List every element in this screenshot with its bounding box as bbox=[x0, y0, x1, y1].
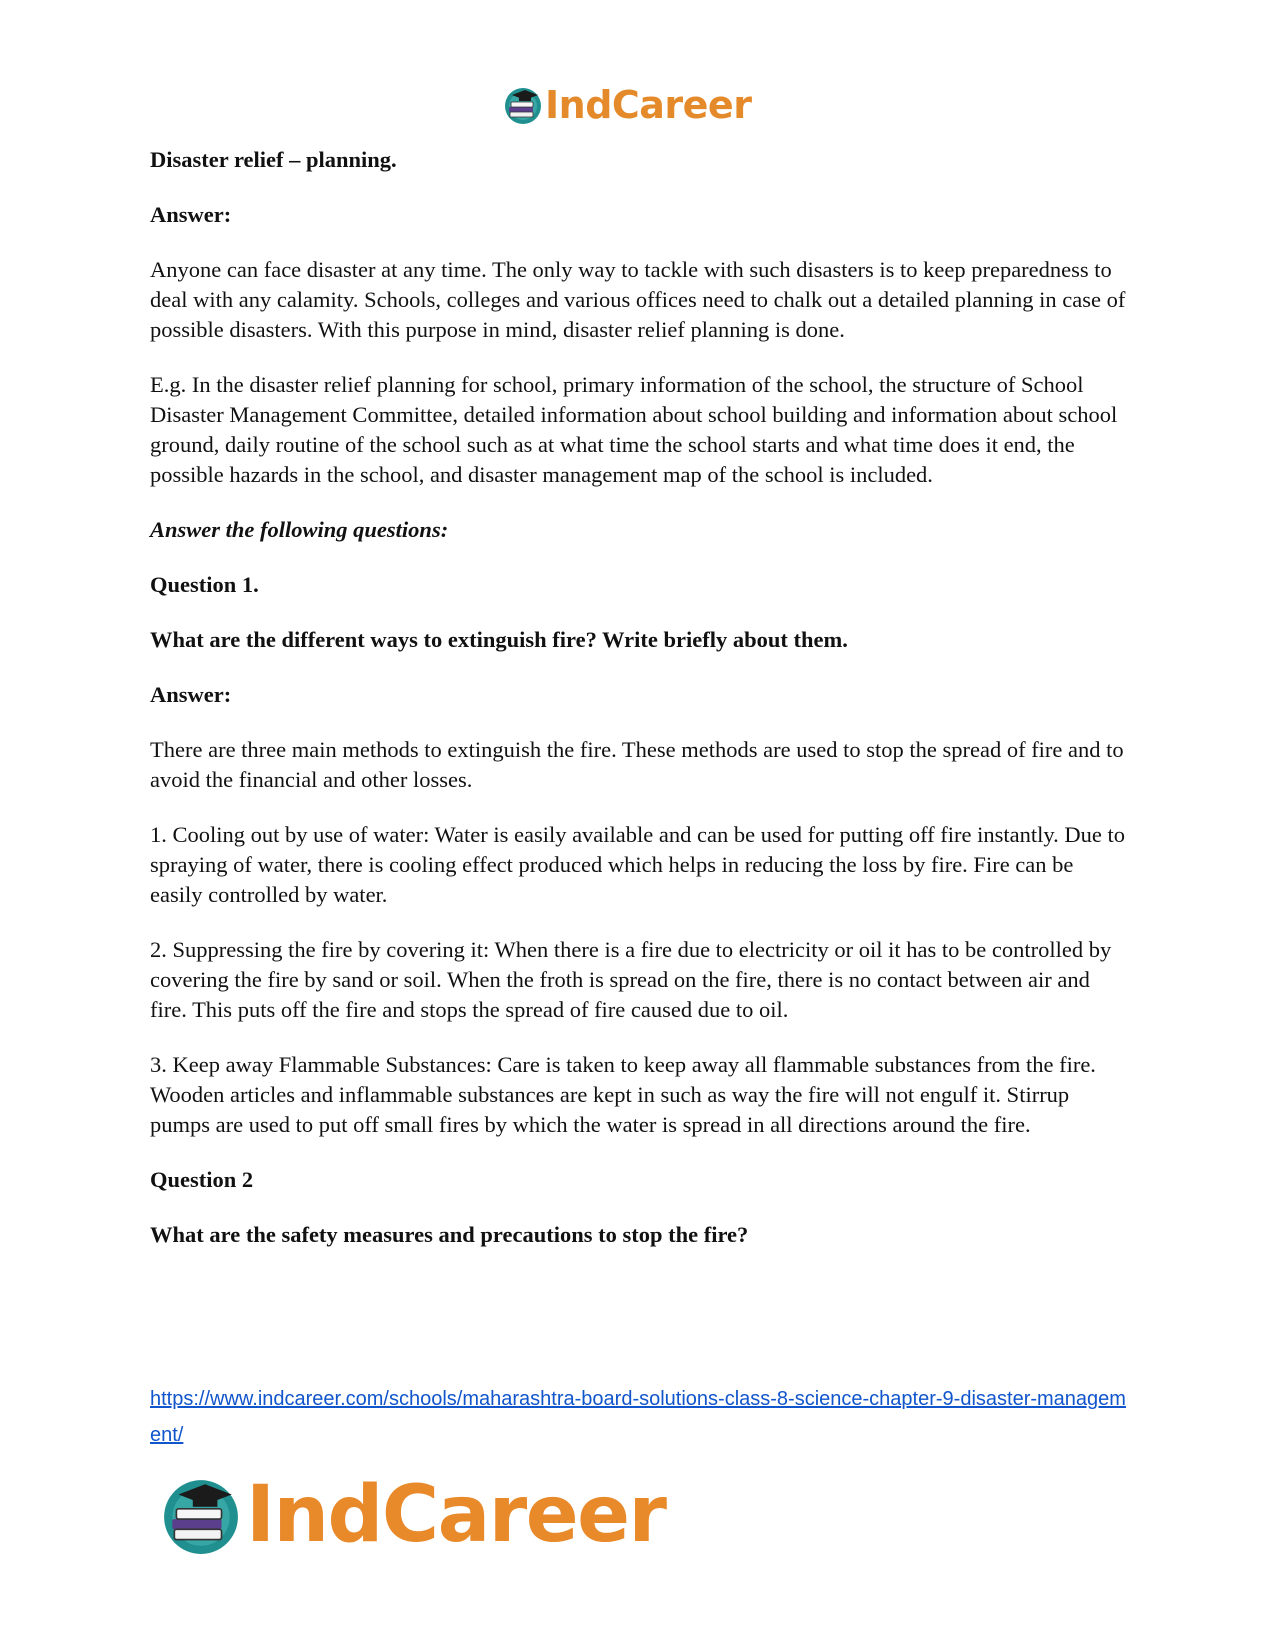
graduation-cap-books-globe-icon bbox=[160, 1474, 242, 1556]
paragraph: E.g. In the disaster relief planning for school, primary information of the school, the structure of School Disaster Management Committee, detailed information about school building and information about school ground, daily routine of the school such as at what time the school starts and what time does it end, the possible hazards in the school, and disaster management map of the school is included. bbox=[150, 372, 1118, 487]
answer-label: Answer: bbox=[150, 202, 232, 227]
question-text: What are the different ways to extinguish fire? Write briefly about them. bbox=[150, 627, 848, 652]
document-body bbox=[150, 145, 1130, 1275]
answer-label: Answer: bbox=[150, 682, 232, 707]
question-label: Question 2 bbox=[150, 1167, 254, 1192]
logo-text: IndCareer bbox=[545, 83, 752, 127]
header-logo bbox=[503, 82, 751, 128]
paragraph: There are three main methods to extinguish the fire. These methods are used to stop the spread of fire and to avoid the financial and other losses. bbox=[150, 737, 1124, 792]
source-link[interactable]: https://www.indcareer.com/schools/maharashtra-board-solutions-class-8-science-chapter-9-disaster-management/ bbox=[150, 1388, 1126, 1446]
footer-logo bbox=[160, 1470, 666, 1560]
paragraph: Anyone can face disaster at any time. The only way to tackle with such disasters is to keep preparedness to deal with any calamity. Schools, colleges and various offices need to chalk out a detailed planning in case of possible disasters. With this purpose in mind, disaster relief planning is done. bbox=[150, 257, 1126, 342]
question-text: What are the safety measures and precautions to stop the fire? bbox=[150, 1222, 749, 1247]
logo-text: IndCareer bbox=[246, 1470, 666, 1560]
heading-disaster-relief: Disaster relief – planning. bbox=[150, 147, 397, 172]
graduation-cap-books-globe-icon bbox=[503, 85, 543, 125]
section-heading: Answer the following questions: bbox=[150, 517, 449, 542]
list-item: 1. Cooling out by use of water: Water is easily available and can be used for putting off fire instantly. Due to spraying of water, there is cooling effect produced which helps in reducing the loss by fire. Fire can be easily controlled by water. bbox=[150, 822, 1126, 907]
list-item: 3. Keep away Flammable Substances: Care is taken to keep away all flammable substances from the fire. Wooden articles and inflammable substances are kept in such as way the fire will not engulf it. Stirrup pumps are used to put off small fires by which the water is spread in all directions around the fire. bbox=[150, 1052, 1096, 1137]
question-label: Question 1. bbox=[150, 572, 259, 597]
list-item: 2. Suppressing the fire by covering it: When there is a fire due to electricity or oil it has to be controlled by covering the fire by sand or soil. When the froth is spread on the fire, there is no contact between air and fire. This puts off the fire and stops the spread of fire caused due to oil. bbox=[150, 937, 1112, 1022]
